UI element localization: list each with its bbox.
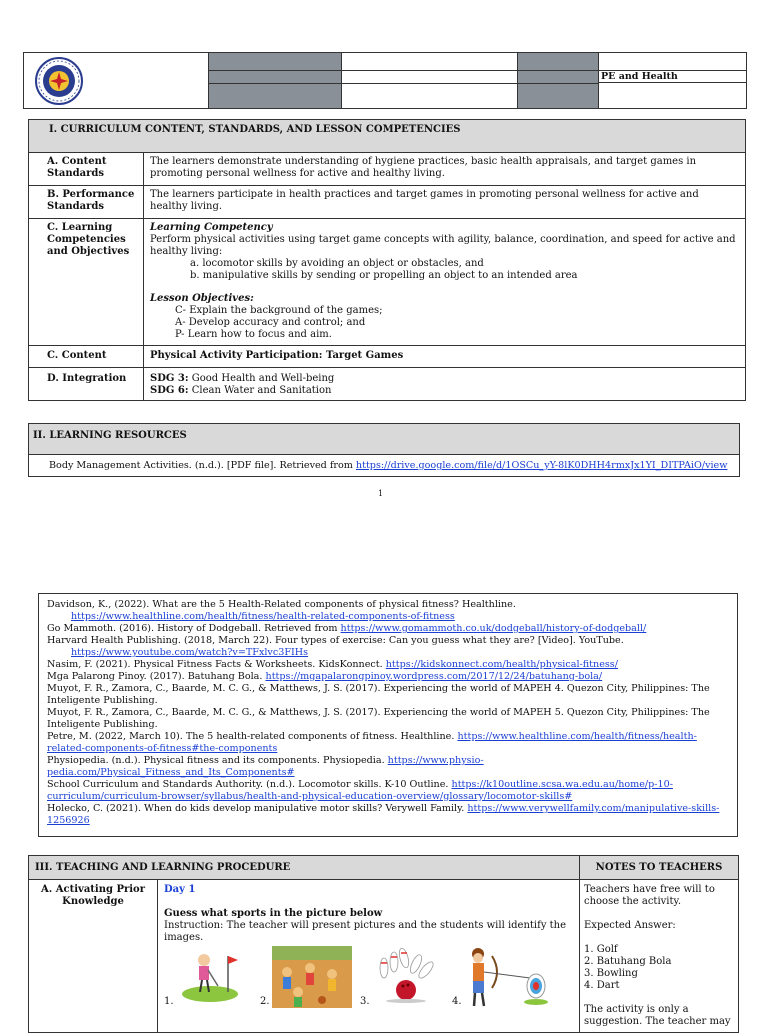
- resource-text: Body Management Activities. (n.d.). [PDF file]. Retrieved from: [49, 460, 356, 471]
- reference-text: Muyot, F. R., Zamora, C., Baarde, M. C. G., & Matthews, J. S. (2017). Experiencing the world of MAPEH 4. Quezon City, Philippines: The Inteligente Publishing.: [47, 683, 710, 706]
- header-box: [23, 52, 747, 109]
- competency-heading: Learning Competency: [150, 222, 273, 233]
- day-label: Day 1: [164, 884, 196, 895]
- header-cell: [518, 53, 599, 71]
- reference-text: School Curriculum and Standards Authority. (n.d.). Locomotor skills. K-10 Outline.: [47, 779, 452, 790]
- competency-text: Perform physical activities using target game concepts with agility, balance, coordination, and speed for active and healthy living:: [150, 234, 736, 257]
- reference-text: Davidson, K., (2022). What are the 5 Health-Related components of physical fitness? Healthline.: [47, 599, 516, 610]
- reference-text: Nasim, F. (2021). Physical Fitness Facts & Worksheets. KidsKonnect.: [47, 659, 386, 670]
- integration-label: D. Integration: [29, 368, 144, 400]
- reference-entry: [47, 623, 731, 635]
- objective-item: C- Explain the background of the games;: [175, 305, 383, 316]
- header-cell: [518, 84, 599, 108]
- reference-entry: [47, 779, 731, 803]
- reference-entry: [47, 683, 731, 707]
- pic-label: 3.: [360, 996, 370, 1007]
- reference-text: Physiopedia. (n.d.). Physical fitness and its components. Physiopedia.: [47, 755, 388, 766]
- notes-text: The activity is only a suggestion. The teacher may: [584, 1004, 731, 1027]
- content-standards-label: A. Content Standards: [29, 153, 144, 185]
- reference-text: Harvard Health Publishing. (2018, March 22). Four types of exercise: Can you guess what they are? [Video]. YouTube.: [47, 635, 624, 646]
- reference-text: Mga Palarong Pinoy. (2017). Batuhang Bola.: [47, 671, 266, 682]
- reference-text: Go Mammoth. (2016). History of Dodgeball. Retrieved from: [47, 623, 341, 634]
- reference-text: Holecko, C. (2021). When do kids develop manipulative motor skills? Verywell Family.: [47, 803, 468, 814]
- integration-value: [144, 368, 745, 400]
- competencies-value: [144, 219, 745, 345]
- sdg3-text: Good Health and Well-being: [188, 373, 335, 384]
- header-cell: [342, 84, 518, 108]
- content-standards-row: [29, 153, 745, 185]
- notes-text: Teachers have free will to choose the activity.: [584, 884, 715, 907]
- teaching-procedure-title: III. TEACHING AND LEARNING PROCEDURE: [29, 856, 580, 880]
- reference-entry: [47, 755, 731, 779]
- reference-link[interactable]: https://k10outline.scsa.wa.edu.au/home/p-10-curriculum/curriculum-browser/syllabus/health-and-physical-education-overview/glossary/locomotor-skills#: [47, 779, 673, 802]
- pic-label: 2.: [260, 996, 270, 1007]
- teaching-procedure-table: [28, 855, 739, 1033]
- bowling-picture-icon: [372, 946, 442, 1004]
- performance-standards-row: [29, 185, 745, 218]
- header-cell: [342, 71, 518, 84]
- logo-cell: [24, 53, 209, 108]
- reference-link[interactable]: https://www.youtube.com/watch?v=TFxlvc3FIHs: [71, 647, 309, 658]
- sdg6-label: SDG 6:: [150, 385, 189, 396]
- content-label: C. Content: [29, 346, 144, 367]
- activating-content: [158, 880, 580, 1033]
- header-cell: [209, 53, 342, 71]
- resource-link[interactable]: https://drive.google.com/file/d/1OSCu_yY-8lK0DHH4rmxJx1YI_DITPAiO/view: [355, 460, 728, 471]
- objectives-heading: Lesson Objectives:: [150, 293, 254, 304]
- notes-text: Expected Answer:: [584, 920, 676, 931]
- competency-item: b. manipulative skills by sending or propelling an object to an intended area: [190, 270, 578, 281]
- reference-link[interactable]: https://www.verywellfamily.com/manipulative-skills-1256926: [47, 803, 720, 826]
- reference-link[interactable]: https://www.healthline.com/health/fitness/health-related-components-of-fitness#the-components: [47, 731, 697, 754]
- learning-resources-title: II. LEARNING RESOURCES: [29, 424, 739, 455]
- reference-text: Muyot, F. R., Zamora, C., Baarde, M. C. G., & Matthews, J. S. (2017). Experiencing the world of MAPEH 5. Quezon City, Philippines: The Inteligente Publishing.: [47, 707, 710, 730]
- reference-entry: [47, 731, 731, 755]
- performance-standards-label: B. Performance Standards: [29, 186, 144, 218]
- reference-entry: [47, 671, 731, 683]
- deped-seal-icon: [34, 56, 84, 106]
- curriculum-section-title: I. CURRICULUM CONTENT, STANDARDS, AND LESSON COMPETENCIES: [29, 120, 745, 153]
- objective-item: P- Learn how to focus and aim.: [175, 329, 332, 340]
- reference-link[interactable]: https://mgapalarongpinoy.wordpress.com/2017/12/24/batuhang-bola/: [265, 671, 603, 682]
- pic-label: 4.: [452, 996, 462, 1007]
- pic-label: 1.: [164, 996, 174, 1007]
- reference-link[interactable]: https://www.healthline.com/health/fitness/health-related-components-of-fitness: [71, 611, 455, 622]
- sports-pictures: [164, 946, 573, 1018]
- notes-content: [580, 880, 739, 1033]
- header-cell: [209, 71, 342, 84]
- batuhang-bola-picture-icon: [272, 946, 352, 1008]
- reference-entry: [47, 659, 731, 671]
- reference-entry: [47, 635, 731, 659]
- resource-entry: [29, 455, 739, 476]
- answer-item: 1. Golf: [584, 944, 618, 955]
- integration-row: [29, 367, 745, 400]
- page-number: 1: [378, 489, 384, 498]
- activating-label: A. Activating Prior Knowledge: [29, 880, 158, 1033]
- competencies-row: [29, 218, 745, 345]
- content-row: [29, 345, 745, 367]
- subject-label: PE and Health: [599, 71, 746, 83]
- reference-link[interactable]: https://www.gomammoth.co.uk/dodgeball/history-of-dodgeball/: [340, 623, 647, 634]
- performance-standards-value: The learners participate in health practices and target games in promoting personal wellness for active and healthy living.: [150, 189, 699, 212]
- header-cell: [599, 84, 746, 108]
- header-cell: [518, 71, 599, 84]
- objective-item: A- Develop accuracy and control; and: [175, 317, 366, 328]
- header-cell: [599, 53, 746, 71]
- archery-dart-picture-icon: [462, 946, 548, 1008]
- golf-picture-icon: [180, 946, 240, 1004]
- reference-entry: [47, 599, 731, 623]
- activity-title: Guess what sports in the picture below: [164, 908, 383, 919]
- sdg3-label: SDG 3:: [150, 373, 189, 384]
- competencies-label: C. Learning Competencies and Objectives: [29, 219, 144, 345]
- answer-item: 4. Dart: [584, 980, 620, 991]
- sdg6-text: Clean Water and Sanitation: [188, 385, 332, 396]
- learning-resources-section: [28, 423, 740, 477]
- reference-link[interactable]: https://kidskonnect.com/health/physical-fitness/: [385, 659, 618, 670]
- content-standards-value: The learners demonstrate understanding of hygiene practices, basic health appraisals, and target games in promoting personal wellness for active and healthy living.: [150, 156, 697, 179]
- reference-entry: [47, 803, 731, 827]
- competency-item: a. locomotor skills by avoiding an object or obstacles, and: [190, 258, 484, 269]
- content-value: Physical Activity Participation: Target Games: [150, 350, 404, 361]
- header-cell: [342, 53, 518, 71]
- references-list: [47, 599, 731, 827]
- answer-item: 3. Bowling: [584, 968, 638, 979]
- answer-item: 2. Batuhang Bola: [584, 956, 672, 967]
- activity-instruction: Instruction: The teacher will present pictures and the students will identify the images.: [164, 920, 567, 943]
- reference-entry: [47, 707, 731, 731]
- reference-link[interactable]: https://www.physio-pedia.com/Physical_Fitness_and_Its_Components#: [47, 755, 484, 778]
- header-cell: [209, 84, 342, 108]
- notes-title: NOTES TO TEACHERS: [580, 856, 739, 880]
- reference-text: Petre, M. (2022, March 10). The 5 health-related components of fitness. Healthline.: [47, 731, 458, 742]
- references-box: [38, 593, 738, 837]
- curriculum-section: [28, 119, 746, 401]
